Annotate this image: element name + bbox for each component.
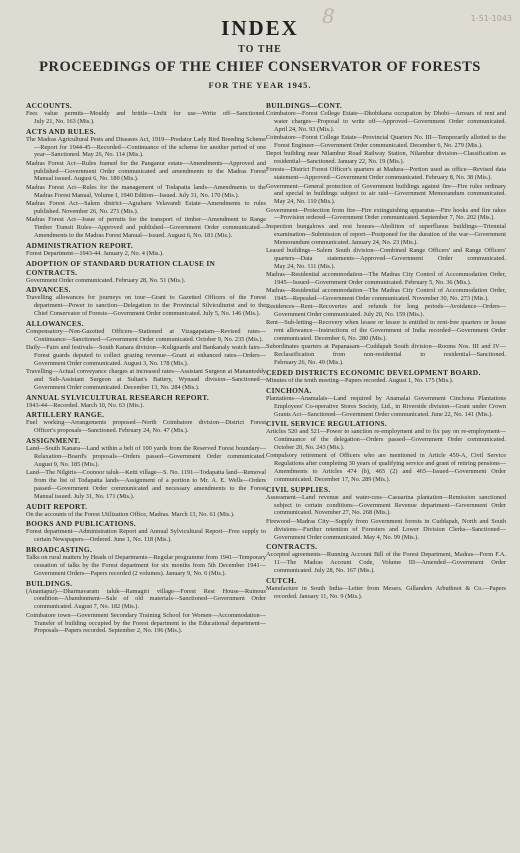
- entry-text: (Anantapur)—Dharmavaram taluk—Ramagiri village—Forest Rest House—Ruinous condition—Abandonment—Sale of old materials—Sanctioned—Government Order communicated.: [26, 587, 266, 611]
- entry-reference: June 22, No. 141 (Mis.).: [431, 410, 493, 418]
- entry-reference: October 9, No. 235 (Mis.).: [195, 335, 264, 343]
- entry-reference: December 17, No. 289 (Mis.).: [314, 475, 391, 483]
- handwritten-page-number: 8: [322, 4, 335, 28]
- index-entry: [26, 328, 266, 344]
- entry-text: Articles 520 and 521—Power to sanction re-employment and to fix pay on re-employment—Continuance of the delegation—Orders passed—Government Order communicated.: [266, 428, 506, 444]
- entry-text: On the accounts of the Forest Utilization Office, Madras.: [26, 510, 170, 518]
- section-heading: ADVANCES.: [26, 285, 71, 295]
- index-entry: [266, 287, 506, 303]
- entry-text: Compensatory—Non-Gazetted Officers—Stationed at Vizagapatam—Revised rates—Continuance—Sanctioned—Government Order communicated.: [26, 327, 266, 343]
- entry-reference: January 22, No. 19 (Mis.).: [337, 158, 405, 166]
- entry-text: Forests—District Forest Officer's quarters at Madura—Portion used as office—Revised data statement—Approved—Government Order communicated.: [266, 166, 506, 182]
- to-the-line: TO THE: [238, 44, 282, 55]
- index-entry: [266, 247, 506, 271]
- section-heading: BUILDINGS.: [26, 578, 73, 588]
- entry-reference: February 24, No. 47 (Mis.).: [118, 427, 189, 435]
- section-heading: CEDED DISTRICTS ECONOMIC DEVELOPMENT BOARD.: [266, 368, 481, 377]
- entry-text: Forest department—Administration Report and Annual Sylvicultural Report—Free supply to certain Newspapers—Ordered.: [26, 528, 266, 544]
- section-heading: ACCOUNTS.: [26, 101, 73, 110]
- section-heading: CIVIL SUPPLIES.: [266, 484, 331, 494]
- index-entry: [266, 319, 506, 343]
- index-entry: [266, 585, 506, 601]
- entry-reference: July 5, No. 146 (Mis.).: [202, 310, 261, 318]
- entry-reference: November 30, No. 273 (Mis.).: [412, 294, 489, 302]
- entry-text: Leased buildings—Salem South division—Combined Range Officers' and Range Officers' quarters—Data statements—Approved—Government Order communicated.: [266, 246, 506, 262]
- section-heading: BROADCASTING.: [26, 545, 93, 555]
- entry-text: Coimbatore town—Government Secondary Training School for Women—Accommodation—Transfer of building occupied by the Forest department to the Educational department—Proposals—Papers recorded.: [26, 611, 266, 635]
- entry-reference: May 26, No. 114 (Mis.).: [82, 151, 144, 159]
- entry-text: Madras—Residential accommodation—The Madras City Control of Accommodation Order, 1945—Repealed—Government Order communicated.: [266, 287, 506, 302]
- index-entry: [26, 216, 266, 240]
- index-entry: [266, 271, 506, 287]
- entry-text: Madras Forest Act—Rules for the management of Todapatta lands—Amendments to the Madras Forest Manual, Volume I, 1940 Edition—Issued.: [26, 183, 266, 199]
- index-entry: [26, 419, 266, 435]
- entry-text: Firewood—Madras City—Supply from Government forests in Cuddapah, North and South divisions—Further retention of Foresters and Lower Division Clerks—Sanctioned—Government Order communicated.: [266, 517, 506, 541]
- entry-reference: July 20, No. 159 (Mis.).: [363, 311, 425, 319]
- entry-text: Rent—Sub-letting—Recovery when lessee or lessor is entitled to rent-free quarters or house rent allowance—Instructions of the Government of India recorded—Government Order communicated.: [266, 319, 506, 343]
- index-entry: [26, 160, 266, 184]
- section-heading: BUILDINGS—CONT.: [266, 101, 343, 110]
- index-entry: [26, 588, 266, 612]
- section-heading: CINCHONA.: [266, 385, 312, 395]
- index-entry: [26, 554, 266, 578]
- section-heading: ALLOWANCES.: [26, 318, 84, 328]
- entry-reference: April 24, No. 93 (Mis.).: [274, 125, 335, 133]
- entry-text: Subordinates quarters at Papanasam—Cuddapah South division—Rooms Nos. III and IV—Reclassification from non-residential to residential—Sanctioned.: [266, 343, 506, 359]
- entry-text: Accepted agreements—Running Account Bill of the Forest Department, Madras—Form F.A. 11—The Madras Account Code, Volume III—Amended—Government Order communicated.: [266, 551, 506, 575]
- entry-text: Compulsory retirement of Officers who are mentioned in Article 459-A, Civil Service Regulations after completing 30 years of qualifying service and grant of retiring pensions—Amendments to Articles 474 (b), 465 (2) and 465—Issued—Government Order communicated.: [266, 452, 506, 483]
- index-entry: [26, 528, 266, 544]
- section-heading: ADOPTION OF STANDARD DURATION CLAUSE IN CONTRACTS.: [26, 258, 216, 277]
- index-entry: [266, 183, 506, 207]
- section-heading: AUDIT REPORT.: [26, 501, 88, 511]
- entry-reference: August 3, No. 178 (Mis.).: [123, 359, 189, 367]
- entry-text: Depot building near Nilambur Road Railway Station, Nilambur division—Classification as residential—Sanctioned.: [266, 150, 506, 166]
- entry-text: Minutes of the tenth meeting—Papers recorded.: [266, 377, 388, 384]
- section-heading: ANNUAL SYLVICULTURAL RESEARCH REPORT.: [26, 392, 210, 402]
- index-entry: [26, 250, 266, 258]
- entry-text: Land—South Kanara—Land within a belt of 100 yards from the Reserved Forest boundary—Relaxation—Board's proposals—Orders passed—Government Order communicated.: [26, 445, 266, 460]
- section-heading: ASSIGNMENT.: [26, 436, 81, 446]
- index-entry: [26, 110, 266, 126]
- index-entry: [266, 377, 506, 385]
- index-entry: [266, 166, 506, 182]
- entry-text: The Madras Agricultural Pests and Diseases Act, 1919—Predator Lady Bird Breeding Scheme—Report for 1944-45—Recorded—Continuance of the scheme for another period of one year—Sanctioned.: [26, 135, 266, 159]
- entry-reference: December 6, No. 280 (Mis.).: [314, 335, 387, 343]
- section-heading: CIVIL SERVICE REGULATIONS.: [266, 419, 387, 429]
- index-entry: [26, 612, 266, 636]
- entry-reference: December 13, No. 284 (Mis.).: [123, 383, 200, 391]
- entry-reference: November 26, No. 271 (Mis.).: [61, 207, 139, 215]
- entry-text: Talks on rural matters by Heads of Departments—Regular programme from 1941—Temporary cessation of talks by the Forest department for six months from 5th December 1941—Government Orders—Papers recorded (2 volumes).: [26, 554, 266, 577]
- index-entry: [266, 303, 506, 319]
- entry-text: Forest Department—1943-44.: [26, 249, 102, 257]
- index-entry: [266, 223, 506, 247]
- left-column: [26, 100, 266, 845]
- index-entry: [26, 368, 266, 392]
- year-line: FOR THE YEAR 1945.: [208, 80, 312, 90]
- index-entry: [26, 277, 266, 285]
- entry-reference: November 27, No. 268 (Mis.).: [314, 509, 391, 517]
- entry-reference: June 1, No. 118 (Mis.).: [113, 536, 172, 544]
- index-entry: [266, 551, 506, 575]
- index-entry: [266, 207, 506, 223]
- section-heading: CONTRACTS.: [266, 542, 318, 552]
- corner-stamp: 1-51-1043: [470, 14, 512, 23]
- entry-reference: March 10, No. 63 (Mis.).: [80, 401, 144, 409]
- index-entry: [26, 445, 266, 469]
- entry-reference: July 31, No. 170 (Mis.).: [178, 191, 240, 199]
- index-heading: INDEX: [221, 16, 299, 40]
- entry-text: Coimbatore—Forest College Estate—Provincial Quarters No. III—Temporarily allotted to the Forest Engineer—Government Order communicated.: [266, 134, 506, 149]
- entry-reference: December 6, No. 279 (Mis.).: [409, 141, 483, 149]
- entry-text: Coimbatore—Forest College Estate—Dhobikana occupation by Dhobi—Arrears of rent and water charges—Proposal to write off—Approved—Government Order communicated.: [266, 110, 506, 125]
- entry-reference: July 21, No. 163 (Mis.).: [34, 117, 95, 125]
- entry-text: Government—General protection of Government buildings against fire—Fire rules ordinary and special to buildings subject to air raid—Government Memorandum communicated.: [266, 182, 506, 198]
- document-title: PROCEEDINGS OF THE CHIEF CONSERVATOR OF FORESTS: [39, 59, 481, 75]
- entry-reference: May 24, No. 110 (Mis.).: [274, 198, 336, 206]
- section-heading: ACTS AND RULES.: [26, 126, 97, 136]
- entry-text: Residences—Rent—Recoveries and refunds for long periods—Avoidance—Orders—Government Order communicated.: [266, 303, 506, 319]
- entry-reference: February 28, No. 51 (Mis.).: [115, 276, 186, 284]
- entry-reference: August 6, No. 181 (Mis.).: [167, 231, 233, 239]
- entry-reference: May 24, No. 111 (Mis.).: [274, 262, 336, 270]
- entry-reference: July 31, No. 171 (Mis.).: [73, 492, 135, 500]
- section-heading: ARTILLERY RANGE.: [26, 410, 105, 420]
- entry-reference: January 24, No. 23 (Mis.).: [351, 238, 418, 246]
- right-column: [266, 100, 506, 845]
- index-entry: [26, 136, 266, 160]
- index-entry: [266, 110, 506, 134]
- entry-reference: July 28, No. 167 (Mis.).: [314, 567, 375, 575]
- entry-reference: September 7, No. 202 (Mis.).: [421, 214, 495, 222]
- entry-reference: August 6, No. 180 (Mis.).: [73, 175, 139, 183]
- index-entry: [266, 518, 506, 542]
- section-heading: CUTCH.: [266, 575, 297, 585]
- entry-text: Travelling—Actual conveyance charges at increased rates—Assistant Surgeon at Manantoddy and Sub-Assistant Surgeon at Sultan's Battery, Wynaad division—Sanctioned—Government Order communicated.: [26, 368, 266, 391]
- entry-reference: January 11, No. 9 (Mis.).: [299, 592, 363, 600]
- entry-text: Madras Forest Act—Salem district—Agraharu Velavandi Estate—Amendments to rules published.: [26, 199, 266, 215]
- entry-reference: February 26, No. 49 (Mis.).: [274, 359, 344, 367]
- entry-text: Government Order communicated.: [26, 276, 114, 284]
- entry-text: Madras Forest Act—Rules framed for the Panganur estate—Amendments—Approved and published—Government Order communicated and amendments to the Madras Forest Manual issued.: [26, 159, 266, 183]
- entry-reference: August 9, No. 185 (Mis.).: [34, 460, 100, 468]
- entry-reference: May 4, No. 99 (Mis.).: [363, 533, 419, 541]
- index-entry: [26, 294, 266, 318]
- index-entry: [26, 344, 266, 368]
- index-entry: [266, 134, 506, 150]
- entry-text: Daily—Fairs and festivals—South Kanara division—Kuliguards and Bankanaly watch fairs—Forest guards deputed to collect grazing revenue—Grant at enhanced rates—Orders—Government Order communicated.: [26, 344, 266, 367]
- entry-text: Travelling allowances for journeys on tour—Grant to Gazetted Officers of the Forest department—Power to sanction—Delegation to the Provincial Silviculturist and to the Chief Conservator of Forests—Government Order communicated.: [26, 294, 266, 318]
- index-entry: [266, 494, 506, 518]
- entry-reference: March 13, No. 61 (Mis.).: [171, 510, 235, 518]
- index-entry: [266, 343, 506, 367]
- entry-text: Manufacture in South India—Letter from Messrs. Gillanders Arbuthnot & Co.—Papers recorded.: [266, 584, 506, 600]
- index-entry: [266, 395, 506, 419]
- index-entry: [26, 402, 266, 410]
- index-entry: [26, 511, 266, 519]
- index-entry: [266, 150, 506, 166]
- index-entry: [26, 469, 266, 500]
- entry-text: Fees value permits—Mouldy and brittle—Unfit for use—Write off—Sanctioned.: [26, 110, 266, 117]
- entry-text: Land—The Nilgiris—Coonoor taluk—Ketti village—S. No. 1191—Todapatta land—Removal from the list of Todapatta lands—Assignment of a portion to Mr. A. E. Wells—Orders passed—Government Order communicated and necessary amendments to the Forest Manual issued.: [26, 469, 266, 500]
- entry-reference: January 2, No. 4 (Mis.).: [103, 249, 164, 257]
- entry-reference: February 5, No. 36 (Mis.).: [404, 278, 472, 286]
- entry-reference: August 1, No. 175 (Mis.).: [388, 377, 454, 384]
- entry-text: Government—Protection from fire—Fire extinguishing apparatus—Fire hooks and fire rakes—Provision ordered—Government Order communicated.: [266, 206, 506, 222]
- entry-reference: October 20, No. 243 (Mis.).: [274, 444, 345, 452]
- index-entry: [266, 452, 506, 483]
- entry-text: Assessment—Land revenue and water-cess—Casuarina plantation—Remission sanctioned subject to certain conditions—Government Revenue department—Government Order communicated.: [266, 493, 506, 517]
- section-heading: ADMINISTRATION REPORT.: [26, 240, 134, 250]
- entry-reference: September 2, No. 196 (Mis.).: [108, 627, 183, 635]
- entry-text: Madras Forest Act—Issue of permits for the transport of timber—Amendment to Range Timber Transit Rules—Approved and published—Government Order communicated—Amendments to the Madras Forest Manual—Issued.: [26, 216, 266, 239]
- entry-text: Inspection bungalows and rest houses—Abolition of superfluous buildings—Triennial examination—Submission of report—Postponed for the duration of the war—Government Memorandum communicated.: [266, 222, 506, 246]
- index-entry: [266, 428, 506, 452]
- entry-reference: February 8, No. 38 (Mis.).: [425, 174, 492, 182]
- entry-reference: January 9, No. 6 (Mis.).: [165, 569, 227, 577]
- entry-text: 1943-44—Recorded.: [26, 401, 79, 409]
- entry-text: Plantations—Anamalais—Land required by Anamalai Government Cinchona Plantations Employees' Co-operative Stores Society, Ltd., in Riverside division—Grant under Crown Grants Act—Sanctioned—Government Order communicated.: [266, 394, 506, 418]
- entry-text: Madras—Residential accommodation—The Madras City Control of Accommodation Order, 1945—Issued—Government Order communicated.: [266, 270, 506, 286]
- entry-reference: August 7, No. 182 (Mis.).: [73, 603, 139, 611]
- index-entry: [26, 200, 266, 216]
- index-entry: [26, 184, 266, 200]
- section-heading: BOOKS AND PUBLICATIONS.: [26, 519, 137, 529]
- entry-text: Fuel working—Arrangements proposed—North Coimbatore division—District Forest Officer's proposals—Sanctioned.: [26, 419, 266, 435]
